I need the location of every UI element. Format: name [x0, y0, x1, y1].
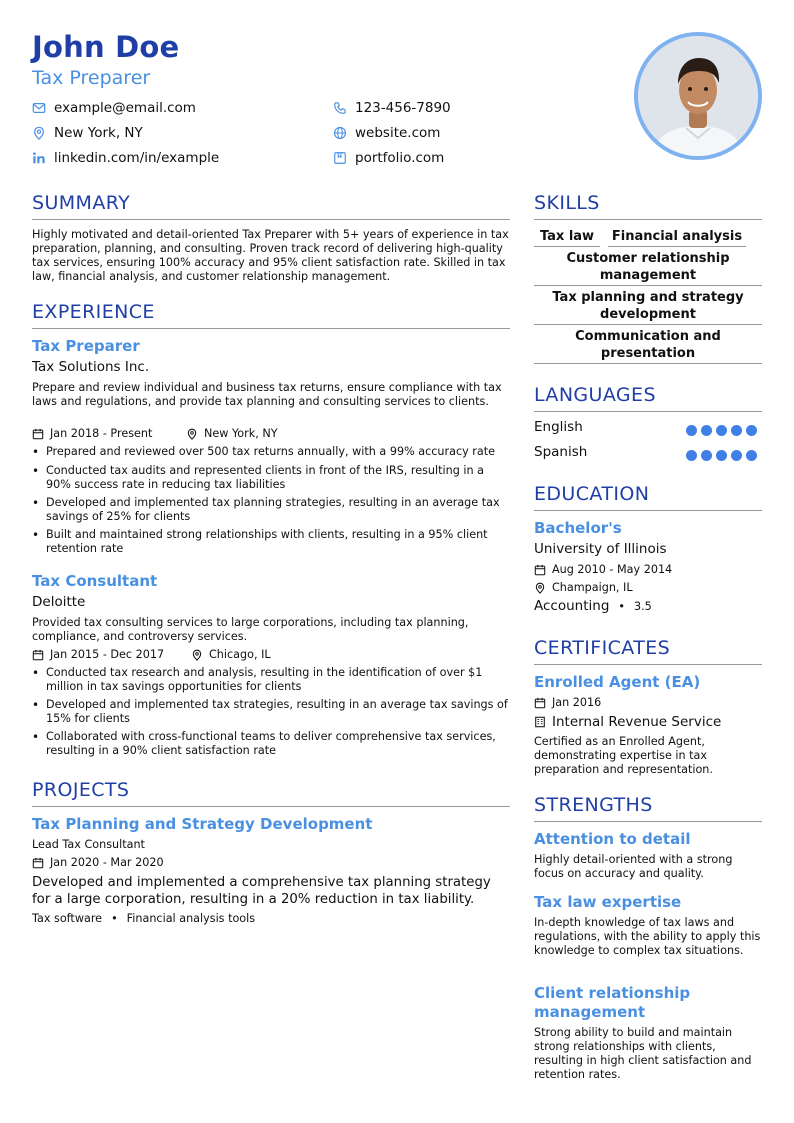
summary-text: Highly motivated and detail-oriented Tax Preparer with 5+ years of experience in tax preparation, planning, and consulting. Proven track record of delivering high-quality tax services, ensuring 100% accuracy and 95% client satisfaction rate. Skilled in tax law, financial analysis, and customer relationship management.: [32, 228, 509, 283]
phone-icon: [333, 101, 347, 115]
proficiency-dot: [746, 450, 757, 461]
tool-separator: •: [111, 912, 118, 925]
experience-heading: EXPERIENCE: [32, 301, 155, 323]
contact-portfolio[interactable]: [333, 150, 444, 166]
profile-avatar-icon: [638, 36, 758, 156]
job-dates: [32, 648, 164, 661]
email-text: example@email.com: [54, 100, 196, 116]
location-pin-icon: [186, 428, 198, 440]
certificate-date: [534, 696, 601, 709]
job-title: Tax Consultant: [32, 572, 158, 590]
proficiency-dot: [701, 425, 712, 436]
globe-icon: [333, 126, 347, 140]
job-bullet: • Developed and implemented tax strategies, resulting in an average tax savings of 15% for clients: [32, 698, 510, 726]
job-company: Deloitte: [32, 594, 86, 610]
strengths-heading: STRENGTHS: [534, 794, 653, 816]
skills-divider: [534, 219, 762, 220]
education-heading: EDUCATION: [534, 483, 650, 505]
project-role: Lead Tax Consultant: [32, 838, 145, 851]
job-location: [186, 427, 278, 440]
certificate-description: Certified as an Enrolled Agent, demonstrating expertise in tax preparation and representation.: [534, 735, 713, 776]
language-name: English: [534, 419, 583, 435]
project-tool: Financial analysis tools: [126, 912, 256, 925]
contact-website[interactable]: [333, 125, 440, 141]
institution-icon: [534, 716, 546, 728]
proficiency-dot: [686, 425, 697, 436]
proficiency-dot: [731, 450, 742, 461]
education-field-gpa: [534, 598, 652, 614]
calendar-icon: [534, 697, 546, 709]
calendar-icon: [32, 857, 44, 869]
portfolio-icon: [333, 151, 347, 165]
job-location: [191, 648, 271, 661]
location-pin-icon: [534, 582, 546, 594]
education-dates-text: Aug 2010 - May 2014: [552, 563, 673, 576]
strengths-divider: [534, 821, 762, 822]
job-company: Tax Solutions Inc.: [32, 359, 150, 375]
project-tools: [32, 912, 255, 925]
linkedin-icon: [32, 151, 46, 165]
mail-icon: [32, 101, 46, 115]
contact-email[interactable]: [32, 100, 196, 116]
summary-heading: SUMMARY: [32, 192, 131, 214]
job-bullet: • Conducted tax research and analysis, resulting in the identification of over $1 million in tax savings opportunities for clients: [32, 666, 510, 694]
contact-linkedin[interactable]: [32, 150, 219, 166]
job-bullet: • Conducted tax audits and represented clients in front of the IRS, resulting in a 90% success rate in reducing tax liabilities: [32, 464, 510, 492]
strength-text: Highly detail-oriented with a strong focus on accuracy and quality.: [534, 853, 733, 880]
proficiency-dot: [746, 425, 757, 436]
strength-title: Attention to detail: [534, 830, 691, 848]
candidate-role: Tax Preparer: [32, 67, 151, 89]
project-description: Developed and implemented a comprehensive tax planning strategy for a large corporation, resulting in a 20% reduction in tax liability.: [32, 875, 491, 907]
calendar-icon: [534, 564, 546, 576]
strength-title: Tax law expertise: [534, 893, 682, 911]
skill-tag: Communication and presentation: [534, 328, 762, 364]
proficiency-dot: [731, 425, 742, 436]
contact-location: [32, 125, 143, 141]
profile-photo: [634, 32, 762, 160]
education-gpa: 3.5: [634, 599, 652, 613]
phone-text: 123-456-7890: [355, 100, 451, 116]
job-location-text: New York, NY: [204, 427, 278, 440]
proficiency-dot: [716, 450, 727, 461]
projects-heading: PROJECTS: [32, 779, 130, 801]
education-degree: Bachelor's: [534, 519, 622, 537]
job-bullet: • Prepared and reviewed over 500 tax returns annually, with a 99% accuracy rate: [32, 445, 510, 459]
job-dates-text: Jan 2015 - Dec 2017: [50, 648, 165, 661]
summary-divider: [32, 219, 510, 220]
certificate-date-text: Jan 2016: [552, 696, 602, 709]
education-divider: [534, 510, 762, 511]
candidate-name: John Doe: [32, 30, 180, 64]
linkedin-text: linkedin.com/in/example: [54, 150, 220, 166]
education-field: Accounting: [534, 598, 610, 614]
education-location-text: Champaign, IL: [552, 581, 633, 594]
projects-divider: [32, 806, 510, 807]
proficiency-dot: [716, 425, 727, 436]
location-pin-icon: [191, 649, 203, 661]
job-title: Tax Preparer: [32, 337, 140, 355]
job-location-text: Chicago, IL: [209, 648, 271, 661]
location-pin-icon: [32, 126, 46, 140]
education-school: University of Illinois: [534, 541, 667, 557]
project-dates-text: Jan 2020 - Mar 2020: [50, 856, 164, 869]
certificate-issuer: [534, 714, 721, 730]
contact-phone[interactable]: [333, 100, 451, 116]
strength-text: In-depth knowledge of tax laws and regulations, with the ability to apply this knowledge to complex tax situations.: [534, 916, 761, 957]
website-text: website.com: [355, 125, 441, 141]
job-bullet: • Developed and implemented tax planning strategies, resulting in an average tax savings of 25% for clients: [32, 496, 510, 524]
strength-text: Strong ability to build and maintain strong relationships with clients, resulting in high client satisfaction and retention rates.: [534, 1026, 752, 1081]
field-separator: •: [618, 599, 625, 613]
calendar-icon: [32, 649, 44, 661]
job-description: Provided tax consulting services to large corporations, including tax planning, compliance, and controversy services.: [32, 616, 469, 643]
skill-tag: Customer relationship management: [534, 250, 762, 286]
education-dates: [534, 563, 672, 576]
experience-divider: [32, 328, 510, 329]
proficiency-dot: [701, 450, 712, 461]
skills-heading: SKILLS: [534, 192, 600, 214]
skill-tag: Financial analysis: [608, 228, 746, 247]
project-dates: [32, 856, 164, 869]
certificate-issuer-text: Internal Revenue Service: [552, 714, 722, 730]
location-text: New York, NY: [54, 125, 143, 141]
project-title: Tax Planning and Strategy Development: [32, 815, 373, 833]
job-bullet: • Built and maintained strong relationships with clients, resulting in a 95% client retention rate: [32, 528, 510, 556]
calendar-icon: [32, 428, 44, 440]
job-dates-text: Jan 2018 - Present: [50, 427, 153, 440]
certificate-name: Enrolled Agent (EA): [534, 673, 701, 691]
proficiency-dot: [686, 450, 697, 461]
strength-title: Client relationship management: [534, 984, 691, 1021]
education-location: [534, 581, 633, 594]
language-name: Spanish: [534, 444, 588, 460]
language-proficiency: [686, 425, 757, 436]
skill-tag: Tax law: [534, 228, 600, 247]
certificates-heading: CERTIFICATES: [534, 637, 671, 659]
job-dates: [32, 427, 152, 440]
languages-divider: [534, 411, 762, 412]
skill-tag: Tax planning and strategy development: [534, 289, 762, 325]
project-tool: Tax software: [32, 912, 103, 925]
certificates-divider: [534, 664, 762, 665]
job-description: Prepare and review individual and business tax returns, ensure compliance with tax laws and regulations, and provide tax planning and consulting services to clients.: [32, 381, 502, 408]
language-proficiency: [686, 450, 757, 461]
portfolio-text: portfolio.com: [355, 150, 445, 166]
job-bullet: • Collaborated with cross-functional teams to deliver comprehensive tax services, resulting in a 90% client satisfaction rate: [32, 730, 510, 758]
languages-heading: LANGUAGES: [534, 384, 656, 406]
